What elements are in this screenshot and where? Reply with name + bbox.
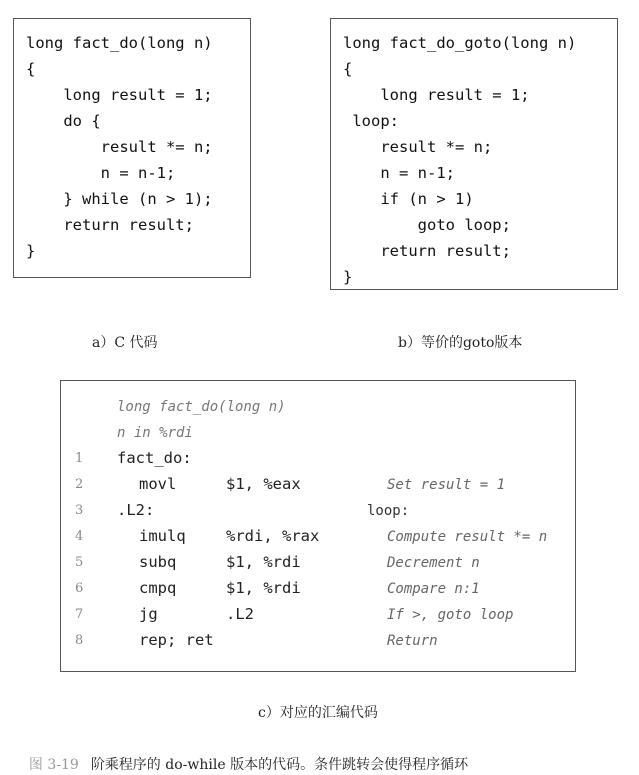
code-line: if (n > 1) xyxy=(343,190,474,208)
asm-row xyxy=(61,525,575,551)
code-line: long fact_do_goto(long n) xyxy=(343,34,577,52)
code-line: } while (n > 1); xyxy=(26,190,213,208)
code-box-c xyxy=(13,18,251,278)
assembly-box xyxy=(60,380,576,672)
code-line: do { xyxy=(26,112,101,130)
line-number: 8 xyxy=(75,633,84,648)
code-line: n = n-1; xyxy=(343,164,455,182)
asm-row xyxy=(61,473,575,499)
asm-comment: Decrement n xyxy=(387,555,480,571)
code-line: } xyxy=(343,268,353,286)
asm-operands: .L2 xyxy=(226,605,254,623)
caption-c: c）对应的汇编代码 xyxy=(258,705,378,721)
asm-opcode: jg xyxy=(139,605,158,623)
code-line: long fact_do(long n) xyxy=(26,34,213,52)
asm-row xyxy=(61,603,575,629)
asm-header-signature: long fact_do(long n) xyxy=(117,399,286,415)
asm-opcode: cmpq xyxy=(139,579,177,597)
asm-operands: $1, %eax xyxy=(226,475,301,493)
asm-opcode: movl xyxy=(139,475,177,493)
line-number: 7 xyxy=(75,607,84,622)
code-line: loop: xyxy=(343,112,399,130)
asm-comment: Compute result *= n xyxy=(387,529,548,545)
code-line: result *= n; xyxy=(26,138,213,156)
asm-operands: %rdi, %rax xyxy=(226,527,320,545)
asm-comment: Set result = 1 xyxy=(387,477,506,493)
code-line: return result; xyxy=(343,242,511,260)
code-line: } xyxy=(26,242,36,260)
figure-number: 图 3-19 xyxy=(28,757,79,773)
line-number: 4 xyxy=(75,529,84,544)
asm-comment: If >, goto loop xyxy=(387,607,514,623)
code-line: return result; xyxy=(26,216,194,234)
asm-row xyxy=(61,629,575,655)
caption-a: a）C 代码 xyxy=(92,335,158,351)
asm-row xyxy=(61,577,575,603)
code-line: long result = 1; xyxy=(343,86,530,104)
asm-comment: Compare n:1 xyxy=(387,581,480,597)
line-number: 5 xyxy=(75,555,84,570)
code-line: long result = 1; xyxy=(26,86,213,104)
asm-operands: $1, %rdi xyxy=(226,553,301,571)
code-line: result *= n; xyxy=(343,138,493,156)
code-line: n = n-1; xyxy=(26,164,176,182)
asm-comment: Return xyxy=(387,633,438,649)
line-number: 6 xyxy=(75,581,84,596)
asm-header-register: n in %rdi xyxy=(117,425,193,441)
caption-b: b）等价的goto版本 xyxy=(398,335,523,351)
asm-opcode: subq xyxy=(139,553,177,571)
asm-opcode: rep; ret xyxy=(139,631,214,649)
figure-caption xyxy=(20,738,468,774)
code-line: { xyxy=(343,60,353,78)
code-line: goto loop; xyxy=(343,216,511,234)
code-box-goto xyxy=(330,18,618,290)
asm-row xyxy=(61,499,575,525)
line-number: 3 xyxy=(75,503,84,518)
asm-opcode: imulq xyxy=(139,527,186,545)
asm-comment: loop: xyxy=(367,503,410,519)
asm-row xyxy=(61,447,575,473)
line-number: 2 xyxy=(75,477,84,492)
line-number: 1 xyxy=(75,451,84,466)
code-line: { xyxy=(26,60,36,78)
asm-label: .L2: xyxy=(117,501,155,519)
asm-row xyxy=(61,551,575,577)
asm-label: fact_do: xyxy=(117,449,192,467)
figure-text: 阶乘程序的 do-while 版本的代码。条件跳转会使得程序循环 xyxy=(90,757,469,773)
asm-operands: $1, %rdi xyxy=(226,579,301,597)
